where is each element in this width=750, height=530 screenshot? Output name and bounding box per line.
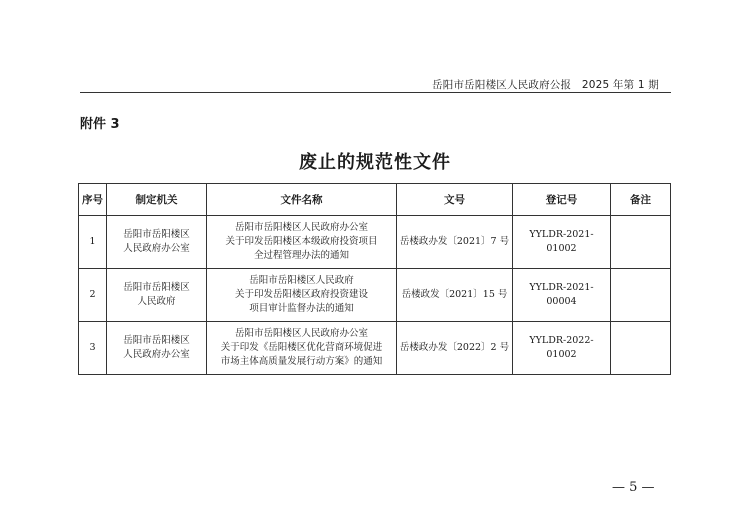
column-header-document-name: 文件名称 <box>207 184 397 216</box>
table-header-row <box>79 184 671 216</box>
table-row <box>79 322 671 375</box>
cell-registration-number: YYLDR-2021-00004 <box>513 269 611 322</box>
cell-remark <box>611 322 671 375</box>
document-name-line: 岳阳市岳阳楼区人民政府 <box>249 275 354 286</box>
cell-document-name <box>207 269 397 322</box>
agency-line: 岳阳市岳阳楼区 <box>123 282 190 293</box>
document-name-line: 岳阳市岳阳楼区人民政府办公室 <box>234 222 368 233</box>
column-header-index: 序号 <box>79 184 107 216</box>
document-name-line: 关于印发《岳阳楼区优化营商环境促进 <box>220 342 383 353</box>
cell-document-name <box>207 322 397 375</box>
agency-line: 人民政府办公室 <box>123 243 190 254</box>
table-row <box>79 216 671 269</box>
document-name-line: 市场主体高质量发展行动方案》的通知 <box>220 356 383 367</box>
repealed-documents-table <box>78 183 671 375</box>
cell-remark <box>611 216 671 269</box>
cell-document-number: 岳楼政发〔2021〕15 号 <box>397 269 513 322</box>
document-name-line: 全过程管理办法的通知 <box>253 250 349 261</box>
cell-registration-number: YYLDR-2022-01002 <box>513 322 611 375</box>
cell-document-number: 岳楼政办发〔2021〕7 号 <box>397 216 513 269</box>
cell-index: 1 <box>79 216 107 269</box>
document-name-line: 项目审计监督办法的通知 <box>249 303 354 314</box>
agency-line: 岳阳市岳阳楼区 <box>123 335 190 346</box>
cell-agency <box>107 269 207 322</box>
column-header-registration-number: 登记号 <box>513 184 611 216</box>
column-header-remark: 备注 <box>611 184 671 216</box>
document-name-line: 关于印发岳阳楼区本级政府投资项目 <box>225 236 378 247</box>
agency-line: 岳阳市岳阳楼区 <box>123 229 190 240</box>
page-number: — 5 — <box>612 480 655 495</box>
agency-line: 人民政府办公室 <box>123 349 190 360</box>
cell-remark <box>611 269 671 322</box>
table-row <box>79 269 671 322</box>
column-header-agency: 制定机关 <box>107 184 207 216</box>
attachment-label: 附件 3 <box>80 117 120 132</box>
agency-line: 人民政府 <box>137 296 176 307</box>
cell-index: 2 <box>79 269 107 322</box>
header-divider <box>80 92 671 93</box>
cell-document-number: 岳楼政办发〔2022〕2 号 <box>397 322 513 375</box>
document-name-line: 岳阳市岳阳楼区人民政府办公室 <box>234 328 368 339</box>
cell-index: 3 <box>79 322 107 375</box>
document-name-line: 关于印发岳阳楼区政府投资建设 <box>234 289 368 300</box>
cell-agency <box>107 216 207 269</box>
page-title: 废止的规范性文件 <box>299 152 451 173</box>
bulletin-header: 岳阳市岳阳楼区人民政府公报 2025 年第 1 期 <box>432 79 659 91</box>
column-header-document-number: 文号 <box>397 184 513 216</box>
cell-agency <box>107 322 207 375</box>
cell-document-name <box>207 216 397 269</box>
cell-registration-number: YYLDR-2021-01002 <box>513 216 611 269</box>
